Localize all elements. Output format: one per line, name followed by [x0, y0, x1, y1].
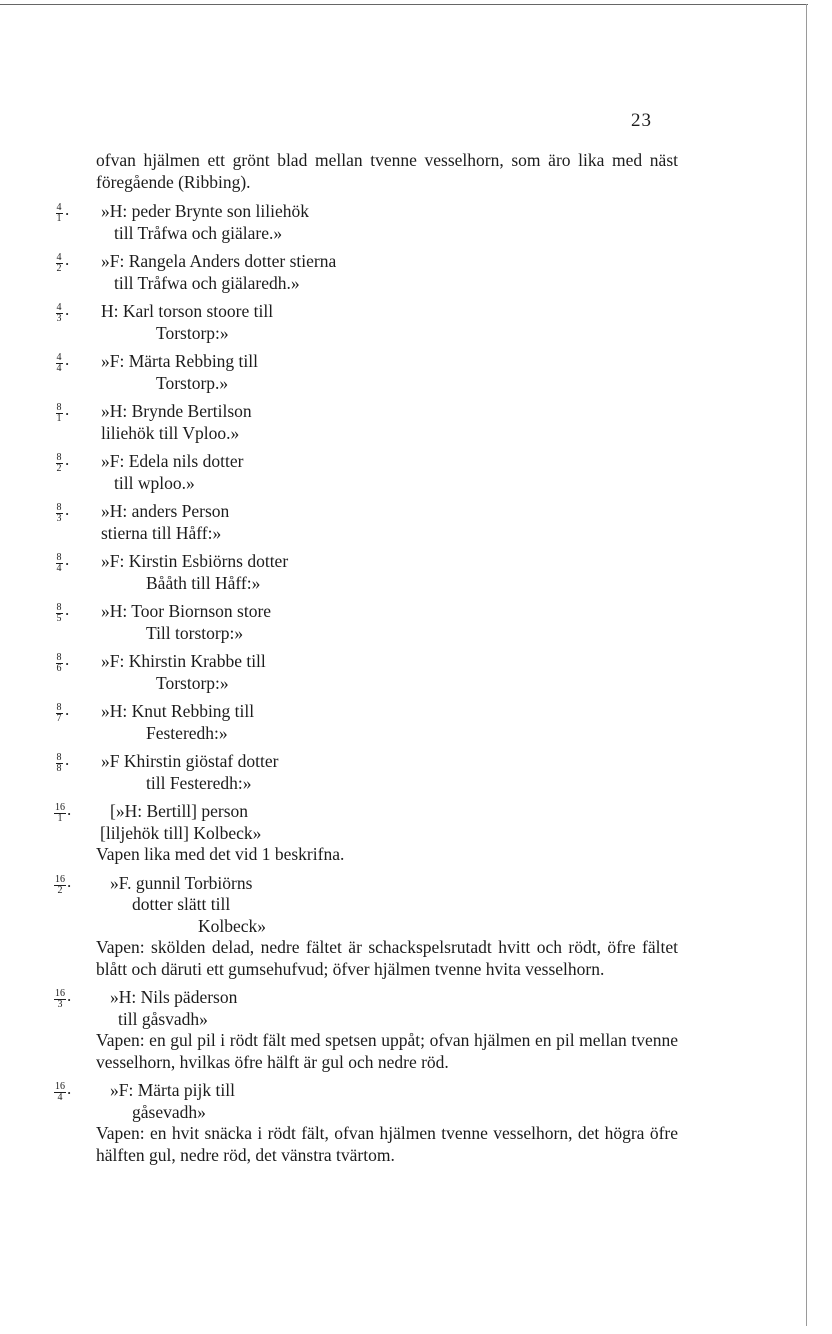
genealogy-entry: [56, 300, 678, 344]
entry-line: »F: Kirstin Esbiörns dotter: [101, 551, 289, 571]
page-edge: [806, 4, 807, 1326]
fraction-numerator: 4: [56, 252, 62, 263]
entry-line: [»H: Bertill] person: [110, 801, 249, 821]
genealogy-entry: [55, 871, 678, 981]
entry-line: till wploo.»: [114, 472, 195, 493]
genealogy-entry: [56, 550, 678, 594]
entry-line: »F: Rangela Anders dotter stierna: [101, 251, 337, 271]
entry-fraction: [54, 550, 94, 574]
fraction-dot: .: [65, 300, 70, 319]
fraction-stack: [54, 989, 66, 1010]
genealogy-entry: [56, 450, 678, 494]
fraction-dot: .: [65, 650, 70, 669]
coat-of-arms-description: Vapen: skölden delad, nedre fältet är schackspelsrutadt hvitt och rödt, öfre fältet blått och däruti ett gumsehufvud; öfver hjälmen tvenne hvita vesselhorn.: [96, 937, 678, 979]
fraction-denominator: 5: [56, 613, 62, 624]
genealogy-entry: [55, 1079, 678, 1166]
fraction-denominator: 4: [57, 1092, 63, 1103]
fraction-numerator: 8: [56, 552, 62, 563]
fraction-dot: .: [65, 700, 70, 719]
fraction-stack: [54, 253, 64, 274]
fraction-dot: .: [65, 250, 70, 269]
fraction-stack: [54, 453, 64, 474]
fraction-numerator: 8: [56, 752, 62, 763]
fraction-dot: .: [67, 800, 72, 819]
entry-line: till Festeredh:»: [146, 772, 252, 793]
entry-line: liliehök till Vploo.»: [101, 422, 240, 443]
entry-line: »F: Khirstin Krabbe till: [101, 651, 266, 671]
entry-line: Torstorp:»: [156, 672, 229, 693]
fraction-denominator: 8: [56, 763, 62, 774]
fraction-stack: [54, 1082, 66, 1103]
entry-fraction: [54, 300, 94, 324]
entry-line: [liljehök till] Kolbeck»: [100, 822, 262, 843]
genealogy-entry: [56, 250, 678, 294]
entry-fraction: [54, 871, 94, 896]
fraction-numerator: 8: [56, 502, 62, 513]
fraction-denominator: 4: [56, 363, 62, 374]
fraction-stack: [54, 753, 64, 774]
entry-fraction: [54, 250, 94, 274]
entry-line: »F: Märta pijk till: [110, 1080, 235, 1100]
fraction-stack: [54, 703, 64, 724]
fraction-denominator: 6: [56, 663, 62, 674]
fraction-numerator: 4: [56, 352, 62, 363]
fraction-dot: .: [65, 400, 70, 419]
fraction-numerator: 8: [56, 702, 62, 713]
fraction-numerator: 4: [56, 202, 62, 213]
fraction-dot: .: [65, 450, 70, 469]
fraction-dot: .: [65, 200, 70, 219]
entry-line: »H: Toor Biornson store: [101, 601, 272, 621]
entry-line: gåsevadh»: [132, 1101, 206, 1122]
fraction-dot: .: [67, 1079, 72, 1098]
entry-line: »H: Nils päderson: [110, 987, 238, 1007]
coat-of-arms-description: Vapen: en hvit snäcka i rödt fält, ofvan hjälmen tvenne vesselhorn, det högra öfre hälften gul, nedre röd, det vänstra tvärtom.: [96, 1123, 678, 1165]
entry-fraction: [54, 450, 94, 474]
page-number: 23: [631, 110, 652, 131]
fraction-numerator: 16: [55, 1081, 65, 1092]
genealogy-entry: [56, 700, 678, 744]
fraction-stack: [54, 403, 64, 424]
fraction-dot: .: [65, 600, 70, 619]
entry-fraction: [54, 750, 94, 774]
genealogy-entry: [55, 986, 678, 1073]
fraction-dot: .: [67, 871, 72, 891]
entry-line: »F: Edela nils dotter: [101, 451, 244, 471]
fraction-dot: .: [65, 350, 70, 369]
genealogy-entry: [56, 200, 678, 244]
fraction-stack: [54, 803, 66, 824]
fraction-denominator: 4: [56, 563, 62, 574]
entry-fraction: [54, 700, 94, 724]
coat-of-arms-description: Vapen lika med det vid 1 beskrifna.: [96, 844, 345, 864]
fraction-stack: [54, 653, 64, 674]
entry-line: »H: Knut Rebbing till: [101, 701, 255, 721]
entry-line: Bååth till Håff:»: [146, 572, 261, 593]
entry-line: till Tråfwa och giälare.»: [114, 222, 283, 243]
fraction-stack: [54, 303, 64, 324]
genealogy-entry: [56, 650, 678, 694]
entry-fraction: [54, 350, 94, 374]
fraction-denominator: 3: [56, 313, 62, 324]
fraction-stack: [54, 203, 64, 224]
fraction-denominator: 1: [56, 413, 62, 424]
fraction-numerator: 8: [56, 602, 62, 613]
entry-line: »F: Märta Rebbing till: [101, 351, 259, 371]
entry-fraction: [54, 400, 94, 424]
entry-list: [55, 200, 678, 1166]
fraction-stack: [54, 603, 64, 624]
intro-paragraph: ofvan hjälmen ett grönt blad mellan tvenne vesselhorn, som äro lika med näst föregående (Ribbing).: [96, 150, 678, 192]
fraction-stack: [54, 875, 66, 896]
entry-line: Till torstorp:»: [146, 622, 244, 643]
entry-line: Kolbeck»: [198, 915, 267, 936]
fraction-numerator: 16: [55, 988, 65, 999]
fraction-stack: [54, 353, 64, 374]
fraction-denominator: 7: [56, 713, 62, 724]
entry-fraction: [54, 600, 94, 624]
entry-line: »H: Brynde Bertilson: [101, 401, 252, 421]
fraction-dot: .: [65, 500, 70, 519]
fraction-numerator: 8: [56, 452, 62, 463]
genealogy-entry: [56, 750, 678, 794]
fraction-numerator: 8: [56, 402, 62, 413]
genealogy-entry: [56, 400, 678, 444]
entry-line: Torstorp:»: [156, 322, 229, 343]
entry-line: stierna till Håff:»: [101, 522, 222, 543]
fraction-numerator: 16: [55, 873, 65, 885]
fraction-denominator: 2: [57, 884, 63, 896]
fraction-stack: [54, 553, 64, 574]
fraction-denominator: 2: [56, 463, 62, 474]
entry-line: »F Khirstin giöstaf dotter: [101, 751, 279, 771]
fraction-numerator: 8: [56, 652, 62, 663]
entry-line: »F. gunnil Torbiörns: [110, 872, 253, 893]
entry-fraction: [54, 500, 94, 524]
fraction-numerator: 16: [55, 802, 65, 813]
fraction-dot: .: [65, 550, 70, 569]
fraction-denominator: 1: [56, 213, 62, 224]
entry-line: »H: anders Person: [101, 501, 230, 521]
entry-line: H: Karl torson stoore till: [101, 301, 274, 321]
fraction-denominator: 3: [56, 513, 62, 524]
entry-line: Torstorp.»: [156, 372, 229, 393]
page-body: [55, 150, 678, 1173]
entry-fraction: [54, 1079, 94, 1103]
genealogy-entry: [55, 800, 678, 866]
fraction-dot: .: [65, 750, 70, 769]
entry-fraction: [54, 650, 94, 674]
top-rule: [0, 4, 808, 5]
entry-line: Festeredh:»: [146, 722, 228, 743]
entry-fraction: [54, 800, 94, 824]
fraction-denominator: 1: [57, 813, 63, 824]
entry-fraction: [54, 986, 94, 1010]
entry-line: till Tråfwa och giälaredh.»: [114, 272, 300, 293]
entry-fraction: [54, 200, 94, 224]
genealogy-entry: [56, 350, 678, 394]
entry-line: »H: peder Brynte son liliehök: [101, 201, 310, 221]
coat-of-arms-description: Vapen: en gul pil i rödt fält med spetsen uppåt; ofvan hjälmen en pil mellan tvenne vesselhorn, hvilkas öfre hälft är gul och nedre röd.: [96, 1030, 678, 1072]
fraction-stack: [54, 503, 64, 524]
fraction-numerator: 4: [56, 302, 62, 313]
entry-line: dotter slätt till: [132, 894, 231, 914]
genealogy-entry: [56, 600, 678, 644]
entry-line: till gåsvadh»: [118, 1008, 208, 1029]
genealogy-entry: [56, 500, 678, 544]
fraction-dot: .: [67, 986, 72, 1005]
fraction-denominator: 3: [57, 999, 63, 1010]
fraction-denominator: 2: [56, 263, 62, 274]
